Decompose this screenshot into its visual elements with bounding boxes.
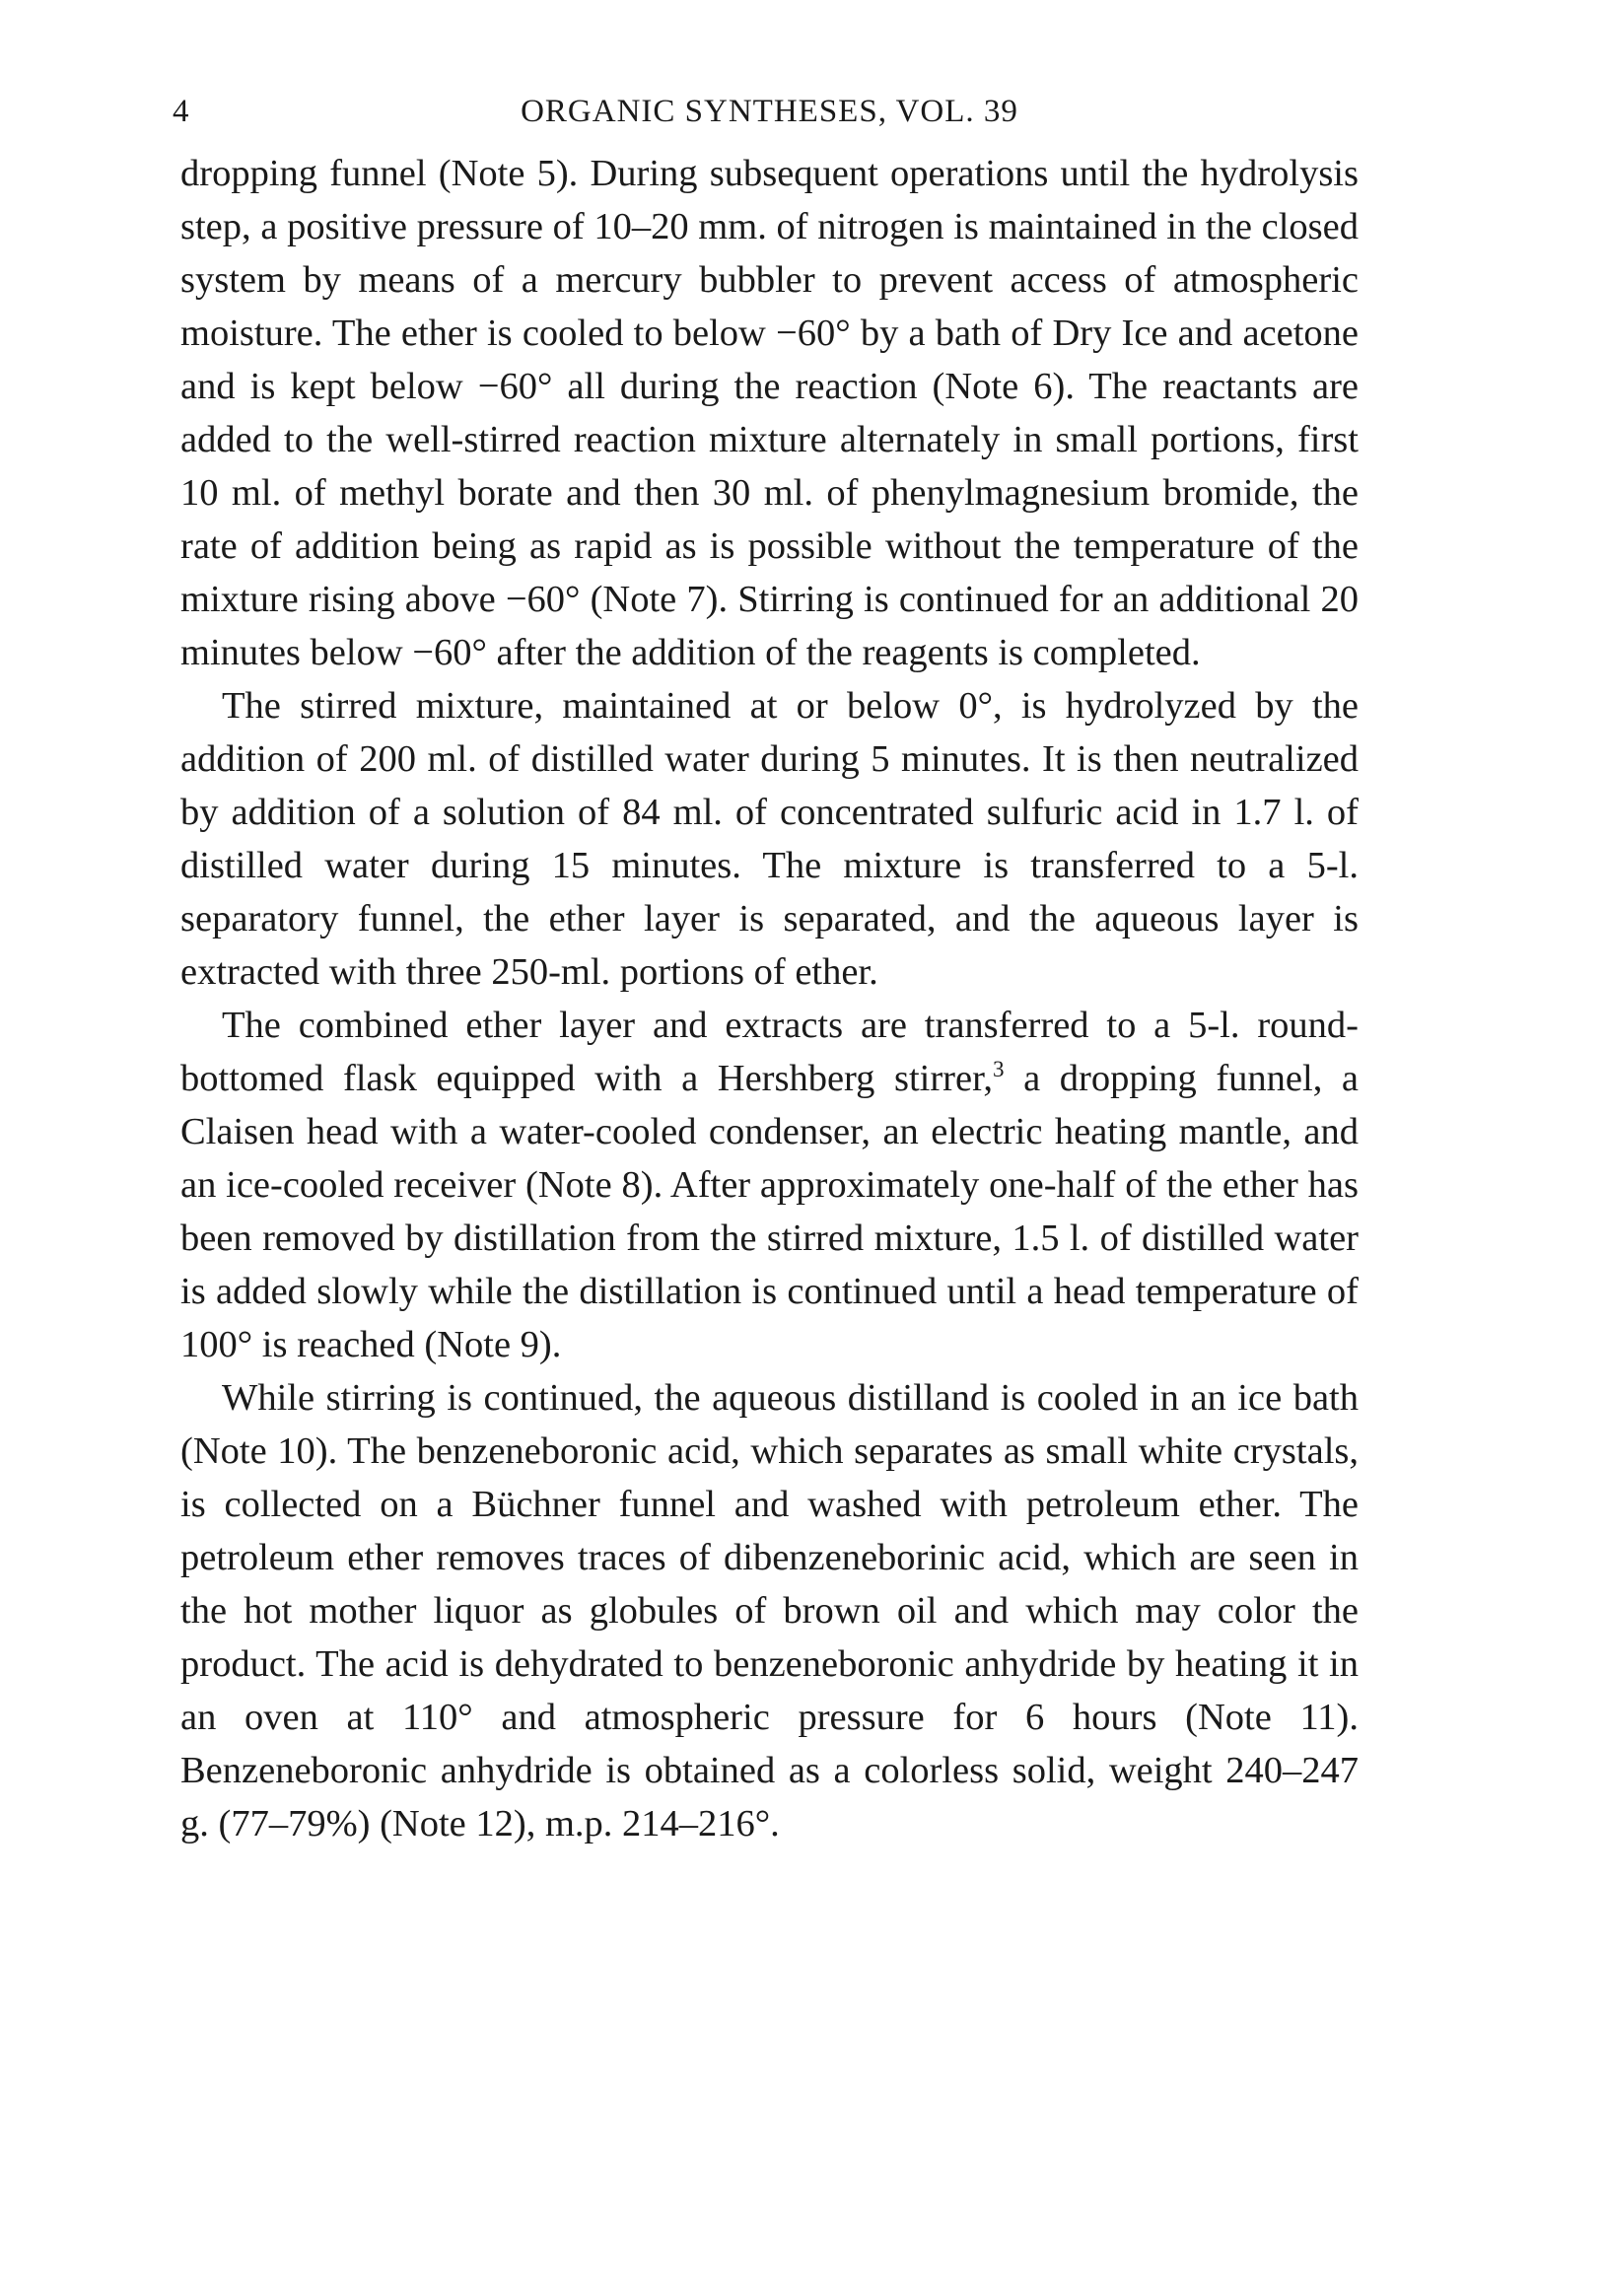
- paragraph-hydrolysis: The stirred mixture, maintained at or below 0°, is hydrolyzed by the addition of 200 ml. of distilled water during 5 minutes. It is then neutralized by addition of a solution of 84 ml. of concentrated sulfuric acid in 1.7 l. of distilled water during 15 minutes. The mixture is transferred to a 5-l. separatory funnel, the ether layer is separated, and the aqueous layer is extracted with three 250-ml. portions of ether.: [180, 685, 1359, 993]
- paragraph-isolation: While stirring is continued, the aqueous distilland is cooled in an ice bath (Note 10). The benzeneboronic acid, which separates as small white crystals, is collected on a Büchner funnel and washed with petroleum ether. The petroleum ether removes traces of dibenzeneborinic acid, which are seen in the hot mother liquor as globules of brown oil and which may color the product. The acid is dehydrated to benzeneboronic anhydride by heating it in an oven at 110° and atmospheric pressure for 6 hours (Note 11). Benzeneboronic anhydride is obtained as a colorless solid, weight 240–247 g. (77–79%) (Note 12), m.p. 214–216°.: [180, 1377, 1359, 1844]
- body-text: [180, 147, 1359, 1850]
- document-page: [173, 94, 1359, 2243]
- paragraph-continued: dropping funnel (Note 5). During subsequent operations until the hydrolysis step, a positive pressure of 10–20 mm. of nitrogen is maintained in the closed system by means of a mercury bubbler to prevent access of atmospheric moisture. The ether is cooled to below −60° by a bath of Dry Ice and acetone and is kept below −60° all during the reaction (Note 6). The reactants are added to the well-stirred reaction mixture alternately in small portions, first 10 ml. of methyl borate and then 30 ml. of phenylmagnesium bromide, the rate of addition being as rapid as is possible without the temperature of the mixture rising above −60° (Note 7). Stirring is continued for an additional 20 minutes below −60° after the addition of the reagents is completed.: [180, 153, 1359, 673]
- paragraph-text: The combined ether layer and extracts are transferred to a 5-l. round-bottomed flask equipped with a Hershberg stirrer,: [180, 1005, 1359, 1099]
- page-number: 4: [173, 94, 190, 129]
- page-header: [173, 94, 1359, 147]
- paragraph-distillation: [180, 999, 1359, 1371]
- running-head: ORGANIC SYNTHESES, VOL. 39: [521, 94, 1018, 129]
- paragraph-text: a dropping funnel, a Claisen head with a water-cooled condenser, an electric heating mantle, and an ice-cooled receiver (Note 8). After approximately one-half of the ether has been removed by distillation from the stirred mixture, 1.5 l. of distilled water is added slowly while the distillation is continued until a head temperature of 100° is reached (Note 9).: [180, 1058, 1359, 1365]
- footnote-reference: 3: [993, 1056, 1005, 1082]
